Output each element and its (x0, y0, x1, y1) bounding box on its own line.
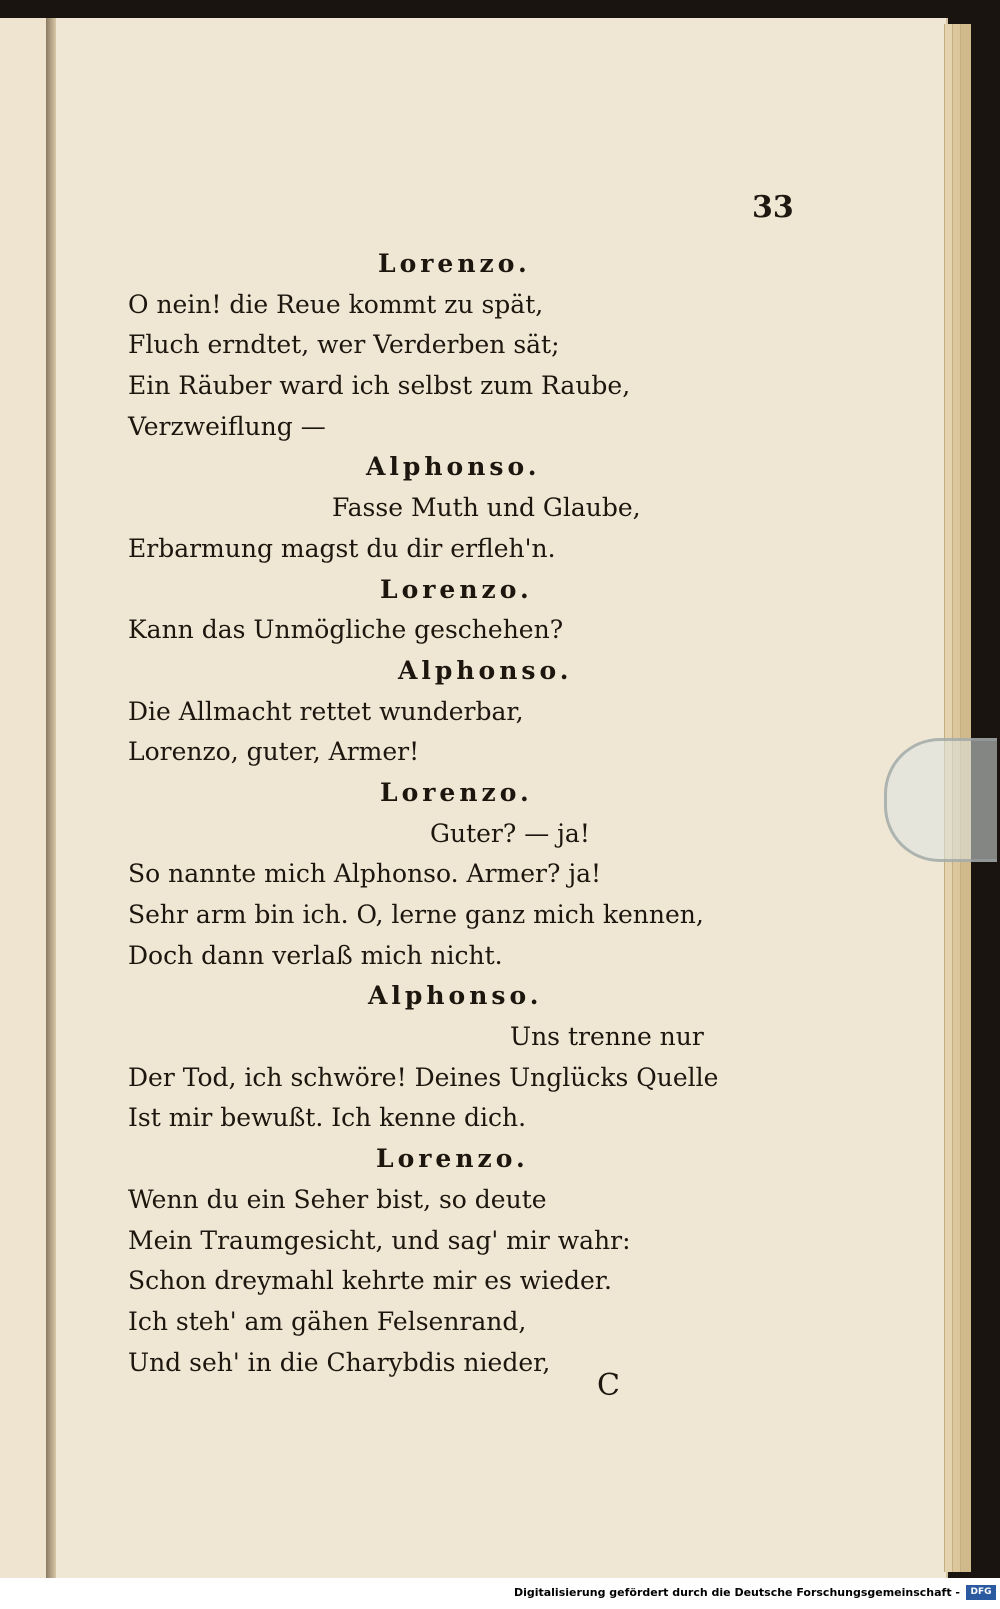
verse-line: Kann das Unmögliche geschehen? (128, 615, 564, 645)
verse-line: Lorenzo, guter, Armer! (128, 737, 420, 767)
dialogue-text-block (128, 244, 768, 1383)
speaker-name: Lorenzo. (376, 1144, 529, 1174)
speaker-name: Alphonso. (398, 655, 573, 685)
verse-line: Doch dann verlaß mich nicht. (128, 940, 503, 970)
verse-line: Ich steh' am gähen Felsenrand, (128, 1306, 527, 1336)
verse-line: Uns trenne nur (510, 1022, 704, 1052)
verse-line: Ist mir bewußt. Ich kenne dich. (128, 1103, 527, 1133)
verse-line: Fasse Muth und Glaube, (332, 493, 641, 523)
dfg-logo: DFG (966, 1585, 996, 1600)
footer-bar (0, 1578, 1000, 1609)
verse-line: Guter? — ja! (430, 818, 590, 848)
speaker-name: Lorenzo. (378, 249, 531, 278)
verse-line: O nein! die Reue kommt zu spät, (128, 289, 544, 319)
verse-line: Die Allmacht rettet wunderbar, (128, 696, 524, 726)
verse-line: So nannte mich Alphonso. Armer? ja! (128, 859, 602, 889)
speaker-name: Lorenzo. (380, 574, 533, 604)
verse-line: Der Tod, ich schwöre! Deines Unglücks Quelle (128, 1062, 719, 1092)
funding-notice: Digitalisierung gefördert durch die Deutsche Forschungsgemeinschaft - (513, 1586, 960, 1599)
verse-line: Verzweiflung — (128, 411, 326, 441)
page-number: 33 (752, 190, 794, 225)
verse-line: Und seh' in die Charybdis nieder, (128, 1347, 551, 1377)
verse-line: Fluch erndtet, wer Verderben sät; (128, 330, 560, 360)
catchword: C (597, 1368, 620, 1403)
verse-line: Schon dreymahl kehrte mir es wieder. (128, 1266, 612, 1296)
speaker-name: Lorenzo. (380, 777, 533, 807)
verse-line: Erbarmung magst du dir erfleh'n. (128, 533, 556, 563)
page-holder-clip (884, 738, 997, 862)
facing-page-edge (0, 18, 49, 1578)
verse-line: Mein Traumgesicht, und sag' mir wahr: (128, 1225, 631, 1255)
verse-line: Ein Räuber ward ich selbst zum Raube, (128, 371, 631, 401)
speaker-name: Alphonso. (368, 981, 543, 1011)
speaker-name: Alphonso. (366, 452, 541, 482)
book-gutter (46, 18, 56, 1578)
verse-line: Sehr arm bin ich. O, lerne ganz mich kennen, (128, 900, 704, 929)
verse-line: Wenn du ein Seher bist, so deute (128, 1184, 547, 1214)
